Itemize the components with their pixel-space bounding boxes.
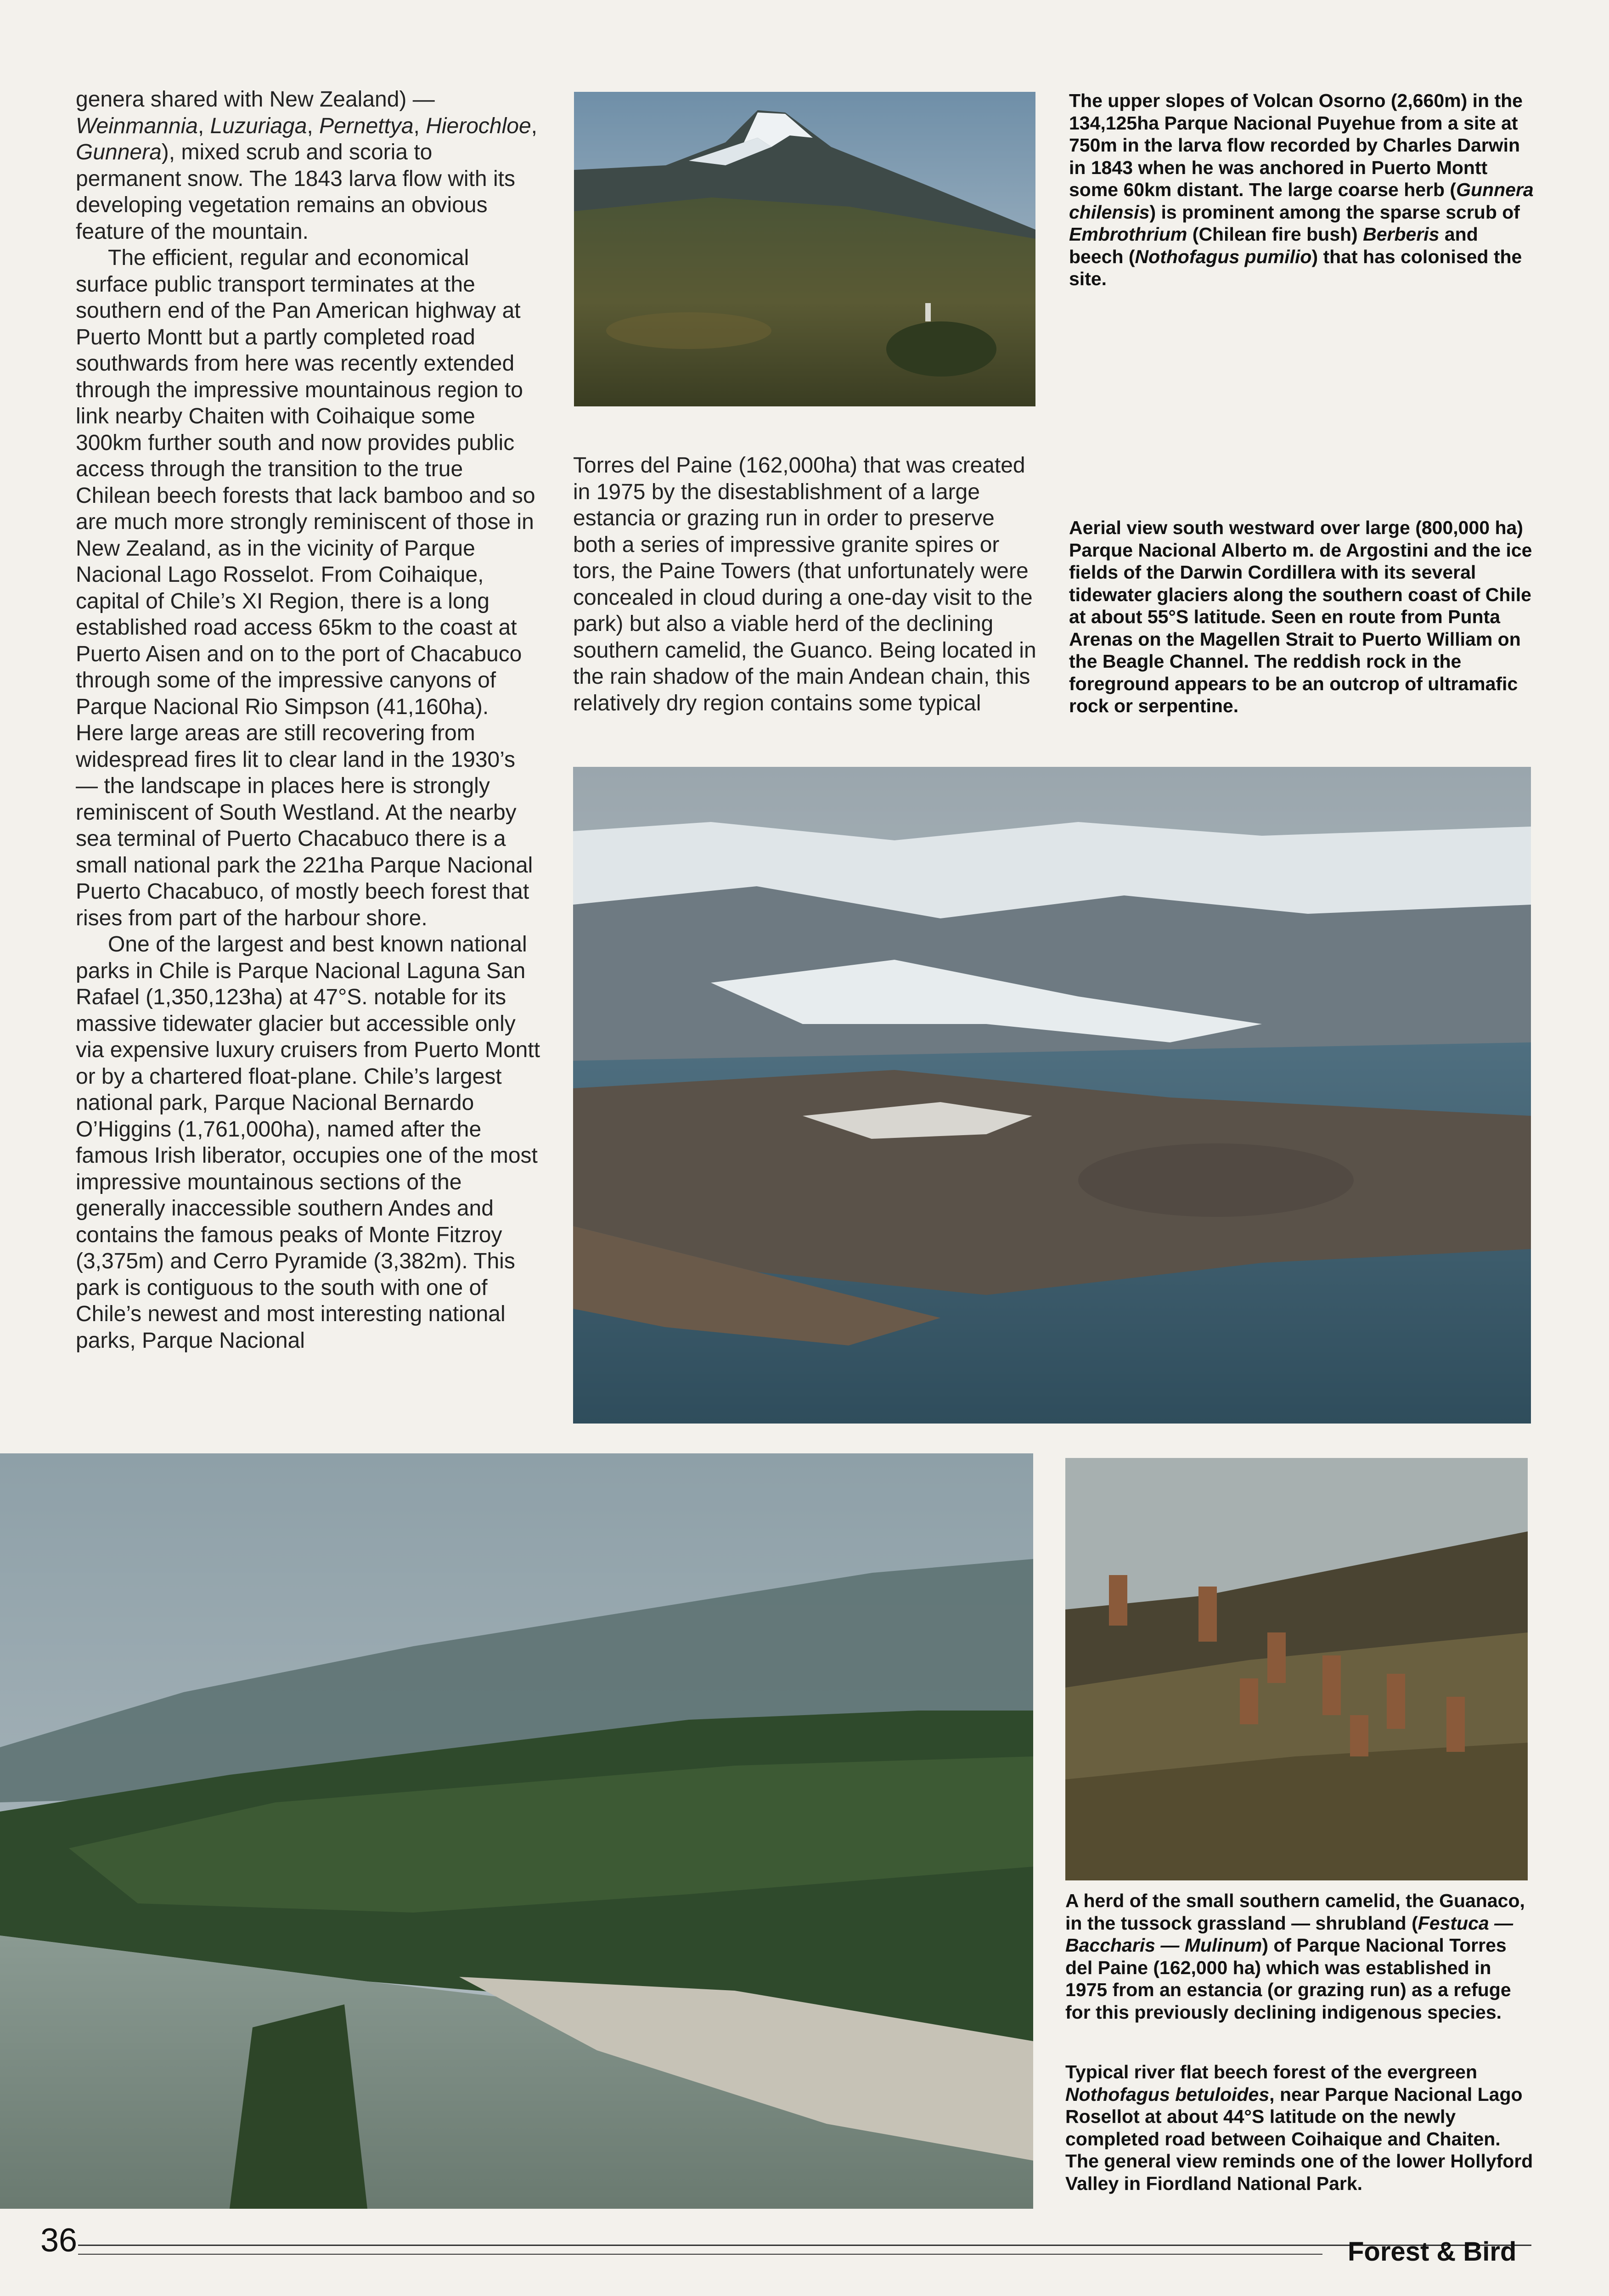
footer-rule [78,2254,1322,2255]
italic-term: Pernettya [319,113,414,138]
italic-term: Hierochloe [426,113,531,138]
italic-term: Weinmannia [76,113,198,138]
footer-rule [78,2245,1531,2246]
italic-term: Festuca — Baccharis — Mulinum [1065,1912,1513,1956]
photo-river-beech-forest [0,1453,1033,2209]
caption-volcan-osorno: The upper slopes of Volcan Osorno (2,660m) in the 134,125ha Parque Nacional Puyehue from a site at 750m in the larva flow recorded by Charles Darwin in 1843 when he was anchored in Puerto Montt some 60km distant. The large coarse herb (Gunnera chilensis) is prominent among the sparse scrub of Embrothrium (Chilean fire bush) Berberis and beech (Nothofagus pumilio) that has colonised the site. [1069,90,1534,289]
caption-aerial-view: Aerial view south westward over large (800,000 ha) Parque Nacional Alberto m. de Argostini and the ice fields of the Darwin Cordillera with its several tidewater glaciers along the southern coast of Chile at about 55°S latitude. Seen en route from Punta Arenas on the Magellen Strait to Puerto William on the Beagle Channel. The reddish rock in the foreground appears to be an outcrop of ultramafic rock or serpentine. [1069,517,1532,716]
left-column-text [76,86,542,1354]
paragraph: The efficient, regular and economical surface public transport terminates at the southern end of the Pan American highway at Puerto Montt but a partly completed road southwards from here was recently extended through the impressive mountainous region to link nearby Chaiten with Coihaique some 300km further south and now provides public access through the transition to the true Chilean beech forests that lack bamboo and so are much more strongly reminiscent of those in New Zealand, as in the vicinity of Parque Nacional Lago Rosselot. From Coihaique, capital of Chile’s XI Region, there is a long established road access 65km to the coast at Puerto Aisen and on to the port of Chacabuco through some of the impressive canyons of Parque Nacional Rio Simpson (41,160ha). Here large areas are still recovering from widespread fires lit to clear land in the 1930’s — the landscape in places here is strongly reminiscent of South Westland. At the nearby sea terminal of Puerto Chacabuco there is a small national park the 221ha Parque Nacional Puerto Chacabuco, of mostly beech forest that rises from part of the harbour shore. [76,246,535,930]
photo-guanaco-herd [1065,1458,1528,1880]
page-number: 36 [40,2222,78,2259]
paragraph: One of the largest and best known national parks in Chile is Parque Nacional Laguna San Rafael (1,350,123ha) at 47°S. notable for its massive tidewater glacier but accessible only via expensive luxury cruisers from Puerto Montt or by a chartered float-plane. Chile’s largest national park, Parque Nacional Bernardo O’Higgins (1,761,000ha), named after the famous Irish liberator, occupies one of the most impressive mountainous sections of the generally inaccessible southern Andes and contains the famous peaks of Monte Fitzroy (3,375m) and Cerro Pyramide (3,382m). This park is contiguous to the south with one of Chile’s newest and most interesting national parks, Parque Nacional [76,932,540,1353]
italic-term: Luzuriaga [210,113,307,138]
magazine-title: Forest & Bird [1348,2237,1517,2267]
middle-column-text [573,452,1037,716]
italic-term: Berberis [1363,224,1440,245]
photo-aerial-glacier [573,767,1531,1424]
italic-term: Embrothrium [1069,224,1187,245]
italic-term: Gunnera chilensis [1069,179,1534,223]
caption-guanaco: A herd of the small southern camelid, the Guanaco, in the tussock grassland — shrubland (Festuca — Baccharis — Mulinum) of Parque Nacional Torres del Paine (162,000 ha) which was established in 1975 from an estancia (or grazing run) as a refuge for this previously declining indigenous species. [1065,1890,1525,2023]
italic-term: Nothofagus pumilio [1135,246,1312,267]
italic-term: Nothofagus betuloides [1065,2083,1270,2105]
photo-volcan-osorno [574,92,1035,406]
paragraph: Torres del Paine (162,000ha) that was created in 1975 by the disestablishment of a large estancia or grazing run in order to preserve both a series of impressive granite spires or tors, the Paine Towers (that unfortunately were concealed in cloud during a one-day visit to the park) but also a viable herd of the declining southern camelid, the Guanco. Being located in the rain shadow of the main Andean chain, this relatively dry region contains some typical [573,453,1036,715]
paragraph: genera shared with New Zealand) — Weinmannia, Luzuriaga, Pernettya, Hierochloe, Gunnera), mixed scrub and scoria to permanent snow. The 1843 larva flow with its developing vegetation remains an obvious feature of the mountain. [76,87,538,244]
caption-river-beech-forest: Typical river flat beech forest of the evergreen Nothofagus betuloides, near Parque Nacional Lago Rosellot at about 44°S latitude on the newly completed road between Coihaique and Chaiten. The general view reminds one of the lower Hollyford Valley in Fiordland National Park. [1065,2061,1533,2194]
italic-term: Gunnera [76,140,162,164]
